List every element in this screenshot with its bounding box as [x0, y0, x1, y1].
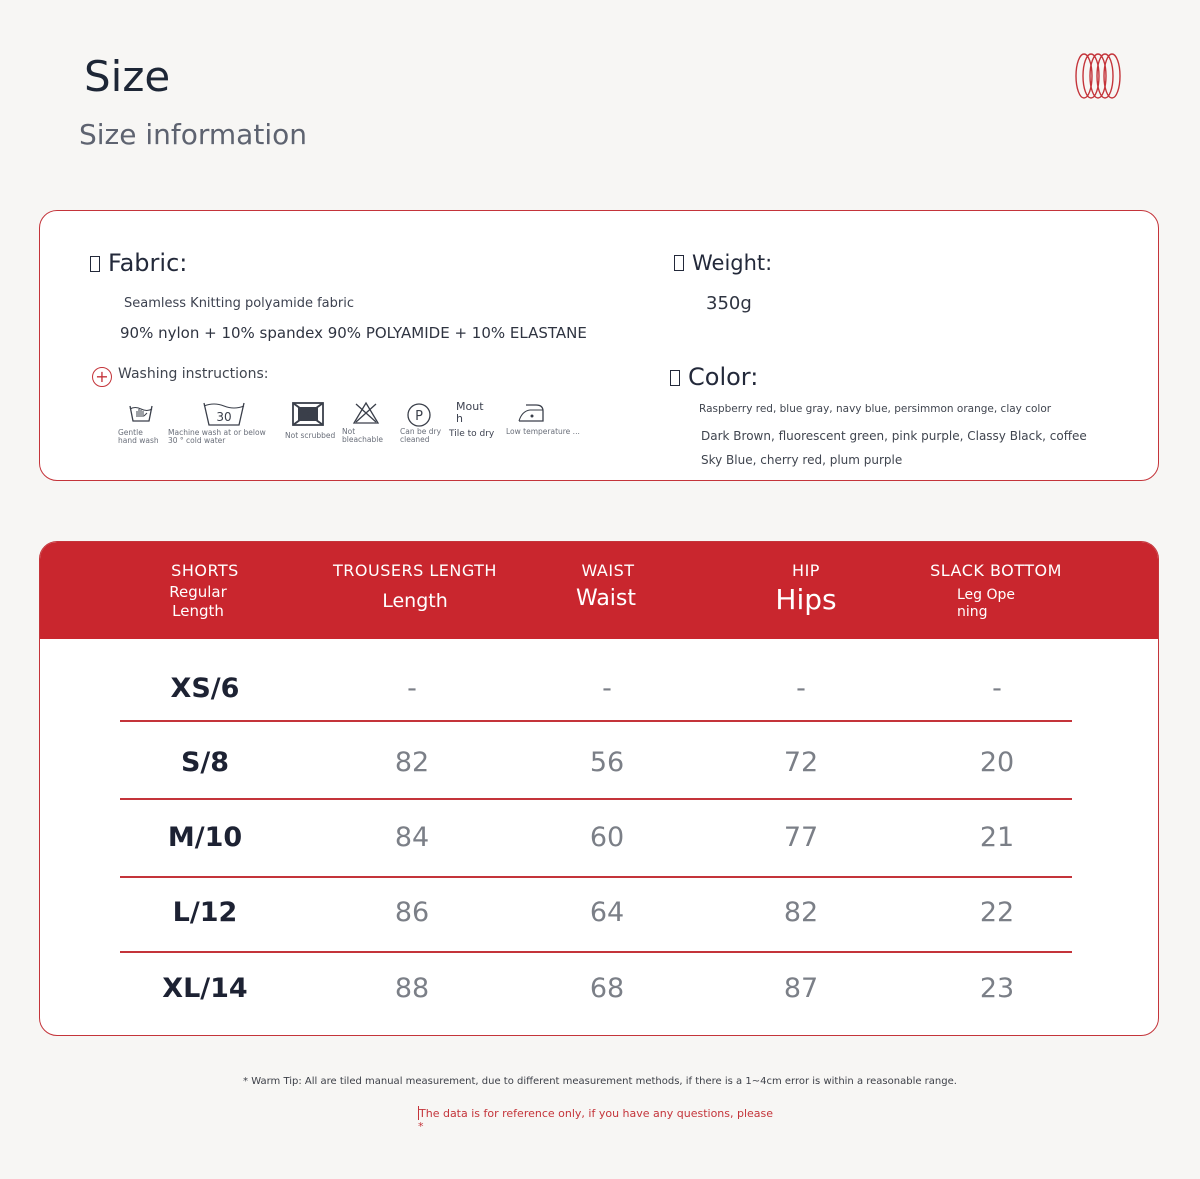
- care-label: Tile to dry: [449, 429, 495, 439]
- page-title: Size: [84, 52, 171, 101]
- table-header: [40, 542, 1158, 639]
- size-label: S/8: [180, 747, 230, 778]
- size-label: M/10: [167, 822, 243, 853]
- no-tumble-dry-icon: [290, 401, 326, 427]
- low-iron-icon: [516, 401, 546, 425]
- leg-opening-value: -: [992, 673, 1002, 704]
- square-bullet-icon: [90, 256, 100, 272]
- table-row: [120, 724, 1072, 802]
- leg-opening-value: 23: [979, 973, 1015, 1004]
- size-table: [39, 541, 1159, 1036]
- leg-opening-value: 22: [979, 897, 1015, 928]
- dry-clean-p-icon: [406, 402, 432, 428]
- red-rings-logo: [1072, 50, 1124, 102]
- trousers-length-value: 84: [394, 822, 430, 853]
- wash-temperature: 30: [216, 410, 232, 424]
- row-divider: [120, 720, 1072, 722]
- column-header-trousers-length: TROUSERS LENGTH Length: [333, 561, 497, 612]
- weight-value: 350g: [706, 293, 752, 314]
- column-header-waist: WAIST Waist: [575, 561, 637, 611]
- care-label: Low temperature ...: [506, 427, 580, 436]
- washing-heading: + Washing instructions:: [92, 366, 269, 387]
- leg-opening-value: 21: [979, 822, 1015, 853]
- trousers-length-value: 88: [394, 973, 430, 1004]
- care-label: Machine wash at or below 30 ° cold water: [168, 428, 266, 445]
- fabric-composition: 90% nylon + 10% spandex 90% POLYAMIDE + 10% ELASTANE: [120, 324, 587, 342]
- column-header-shorts: SHORTS Regular Length: [169, 561, 239, 620]
- waist-value: 68: [589, 973, 625, 1004]
- weight-heading: Weight:: [674, 251, 772, 275]
- no-bleach-icon: [352, 401, 380, 425]
- product-info-card: [39, 210, 1159, 481]
- color-list-line: Raspberry red, blue gray, navy blue, persimmon orange, clay color: [699, 403, 1052, 415]
- fabric-heading: Fabric:: [90, 249, 187, 277]
- care-label: Can be dry cleaned: [400, 427, 442, 444]
- column-header-slack-bottom: SLACK BOTTOM Leg Ope ning: [930, 561, 1062, 620]
- dry-clean-letter: P: [415, 409, 423, 424]
- size-label: L/12: [172, 897, 238, 928]
- table-row: [120, 950, 1072, 1028]
- size-label: XS/6: [170, 673, 240, 704]
- hip-value: -: [796, 673, 806, 704]
- leg-opening-value: 20: [979, 747, 1015, 778]
- fabric-type: Seamless Knitting polyamide fabric: [124, 296, 355, 311]
- hip-value: 72: [783, 747, 819, 778]
- waist-value: 60: [589, 822, 625, 853]
- size-label: XL/14: [162, 973, 248, 1004]
- color-heading: Color:: [670, 363, 758, 391]
- page-subtitle: Size information: [79, 118, 307, 151]
- machine-wash-30-icon: [202, 399, 246, 427]
- hip-value: 77: [783, 822, 819, 853]
- waist-value: 56: [589, 747, 625, 778]
- table-row: [120, 650, 1072, 728]
- hip-value: 82: [783, 897, 819, 928]
- care-label: Gentle hand wash: [118, 428, 159, 445]
- hand-wash-icon: [128, 399, 154, 425]
- trousers-length-value: 82: [394, 747, 430, 778]
- color-list-line: Sky Blue, cherry red, plum purple: [701, 453, 903, 467]
- warm-tip: * Warm Tip: All are tiled manual measurement, due to different measurement methods, if there is a 1~4cm error is within a reasonable range.: [243, 1076, 957, 1087]
- color-list-line: Dark Brown, fluorescent green, pink purple, Classy Black, coffee: [701, 429, 1087, 443]
- waist-value: -: [602, 673, 612, 704]
- trousers-length-value: 86: [394, 897, 430, 928]
- table-row: [120, 799, 1072, 877]
- waist-value: 64: [589, 897, 625, 928]
- reference-note: The data is for reference only, if you have any questions, please *: [418, 1107, 774, 1133]
- hip-value: 87: [783, 973, 819, 1004]
- square-bullet-icon: [670, 370, 680, 386]
- plus-circle-icon: +: [92, 367, 112, 387]
- square-bullet-icon: [674, 255, 684, 271]
- mouth-label: Mout h: [456, 400, 484, 425]
- trousers-length-value: -: [407, 673, 417, 704]
- table-row: [120, 874, 1072, 952]
- care-label: Not scrubbed: [285, 431, 336, 440]
- column-header-hip: HIP Hips: [775, 561, 837, 616]
- care-label: Not bleachable: [342, 427, 383, 444]
